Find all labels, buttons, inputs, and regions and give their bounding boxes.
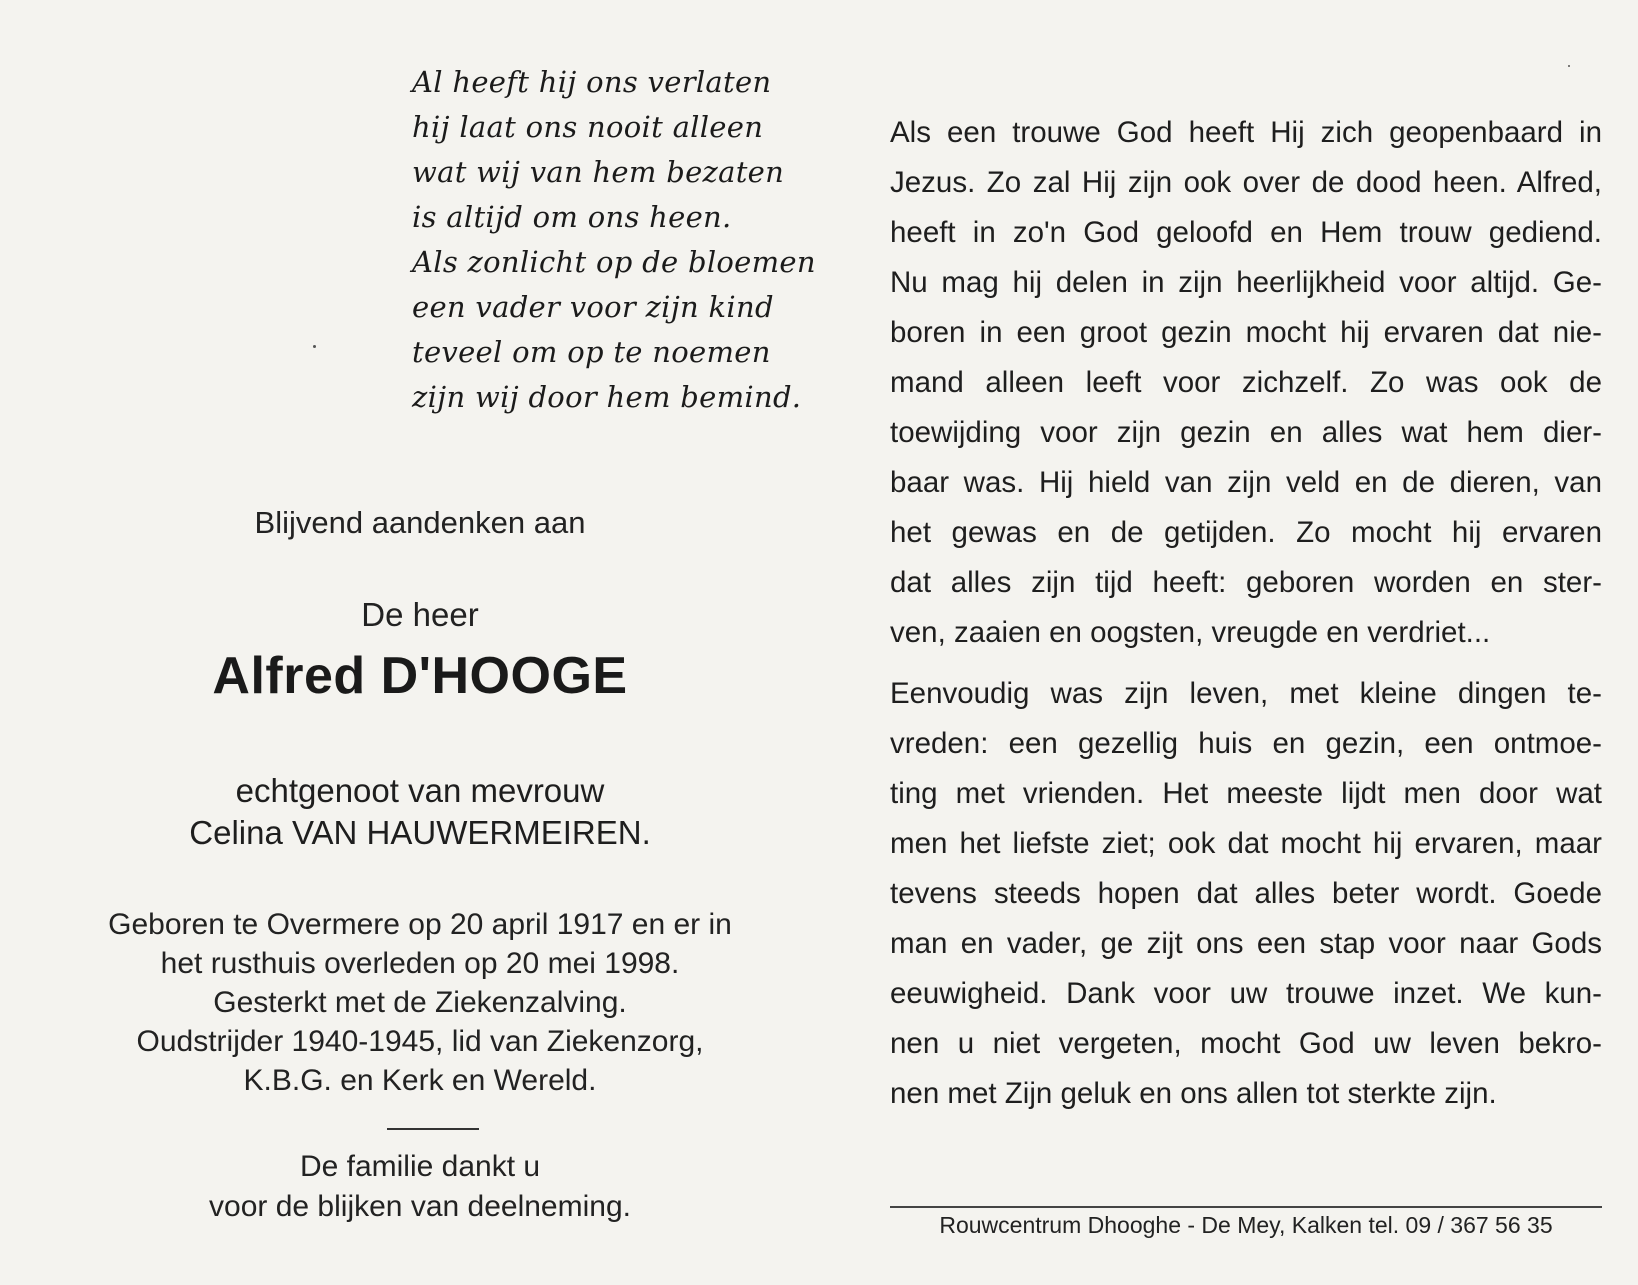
details-line: K.B.G. en Kerk en Wereld. bbox=[243, 1064, 597, 1097]
poem-line: teveel om op te noemen bbox=[412, 335, 771, 369]
reflection-paragraph-2 bbox=[890, 669, 1602, 1119]
spouse-line: Celina VAN HAUWERMEIREN. bbox=[189, 814, 651, 851]
life-details bbox=[40, 905, 800, 1100]
family-thanks bbox=[40, 1147, 800, 1227]
poem-line: wat wij van hem bezaten bbox=[412, 155, 785, 189]
text-line: Eenvoudig was zijn leven, met kleine dingen te- bbox=[890, 677, 1602, 710]
text-line: eeuwigheid. Dank voor uw trouwe inzet. We kun- bbox=[890, 977, 1602, 1010]
poem-line: een vader voor zijn kind bbox=[412, 290, 774, 324]
poem-line: hij laat ons nooit alleen bbox=[412, 110, 764, 144]
text-line: boren in een groot gezin mocht hij ervaren dat nie- bbox=[890, 316, 1602, 349]
text-line: Als een trouwe God heeft Hij zich geopenbaard in bbox=[890, 116, 1602, 149]
print-speck bbox=[313, 345, 316, 348]
text-line: baar was. Hij hield van zijn veld en de dieren, van bbox=[890, 466, 1602, 499]
text-line: vreden: een gezellig huis en gezin, een ontmoe- bbox=[890, 727, 1602, 760]
divider bbox=[387, 1128, 479, 1130]
poem bbox=[412, 60, 816, 420]
text-line: nen met Zijn geluk en ons allen tot sterkte zijn. bbox=[890, 1077, 1497, 1110]
print-speck bbox=[1568, 65, 1570, 67]
poem-line: Al heeft hij ons verlaten bbox=[412, 65, 772, 99]
left-panel bbox=[40, 40, 816, 1240]
poem-line: is altijd om ons heen. bbox=[412, 200, 732, 234]
details-line: het rusthuis overleden op 20 mei 1998. bbox=[160, 947, 680, 980]
deceased-name: Alfred D'HOOGE bbox=[212, 647, 628, 705]
text-line: tevens steeds hopen dat alles beter wordt. Goede bbox=[890, 877, 1602, 910]
text-line: men het liefste ziet; ook dat mocht hij ervaren, maar bbox=[890, 827, 1602, 860]
text-line: man en vader, ge zijt ons een stap voor naar Gods bbox=[890, 927, 1602, 960]
memorial-intro: Blijvend aandenken aan bbox=[254, 505, 586, 540]
spouse-info bbox=[40, 770, 800, 854]
text-line: Jezus. Zo zal Hij zijn ook over de dood heen. Alfred, bbox=[890, 166, 1602, 199]
text-line: nen u niet vergeten, mocht God uw leven bekro- bbox=[890, 1027, 1602, 1060]
text-line: toewijding voor zijn gezin en alles wat hem dier- bbox=[890, 416, 1602, 449]
text-line: ven, zaaien en oogsten, vreugde en verdriet... bbox=[890, 616, 1491, 649]
text-line: het gewas en de getijden. Zo mocht hij ervaren bbox=[890, 516, 1602, 549]
poem-line: zijn wij door hem bemind. bbox=[412, 380, 802, 414]
text-line: mand alleen leeft voor zichzelf. Zo was ook de bbox=[890, 366, 1602, 399]
details-line: Oudstrijder 1940-1945, lid van Ziekenzorg, bbox=[136, 1025, 704, 1058]
thanks-line: voor de blijken van deelneming. bbox=[209, 1190, 631, 1223]
reflection-paragraph-1 bbox=[890, 108, 1602, 658]
thanks-line: De familie dankt u bbox=[299, 1150, 541, 1183]
details-line: Geboren te Overmere op 20 april 1917 en er in bbox=[108, 908, 732, 941]
text-line: ting met vrienden. Het meeste lijdt men door wat bbox=[890, 777, 1602, 810]
text-line: Nu mag hij delen in zijn heerlijkheid voor altijd. Ge- bbox=[890, 266, 1602, 299]
funeral-home-footer: Rouwcentrum Dhooghe - De Mey, Kalken tel. 09 / 367 56 35 bbox=[939, 1212, 1553, 1238]
footer-rule bbox=[890, 1206, 1602, 1208]
poem-line: Als zonlicht op de bloemen bbox=[412, 245, 816, 279]
details-line: Gesterkt met de Ziekenzalving. bbox=[213, 986, 627, 1019]
spouse-line: echtgenoot van mevrouw bbox=[235, 772, 605, 809]
text-line: dat alles zijn tijd heeft: geboren worden en ster- bbox=[890, 566, 1602, 599]
right-panel bbox=[890, 108, 1602, 1248]
text-line: heeft in zo'n God geloofd en Hem trouw gediend. bbox=[890, 216, 1602, 249]
honorific: De heer bbox=[361, 596, 479, 633]
